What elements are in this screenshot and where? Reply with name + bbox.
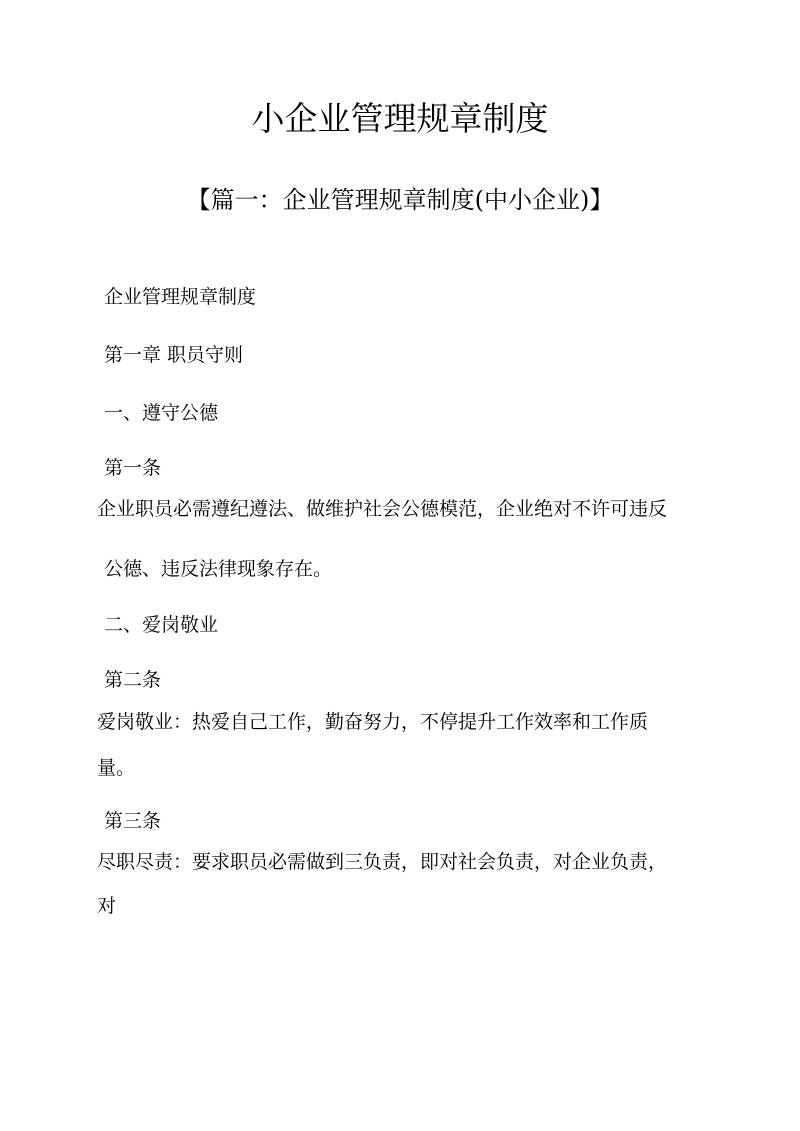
paragraph-line: 公德、违反法律现象存在。 — [104, 558, 333, 580]
section-heading-2: 二、爱岗敬业 — [104, 614, 219, 636]
article-heading-3: 第三条 — [104, 810, 162, 832]
section-heading-1: 一、遵守公德 — [104, 402, 219, 424]
section-heading: 【篇一：企业管理规章制度(中小企业)】 — [186, 186, 614, 214]
paragraph-line: 量。 — [97, 757, 136, 779]
paragraph-line: 爱岗敬业：热爱自己工作，勤奋努力，不停提升工作效率和工作质 — [97, 711, 649, 733]
paragraph-line: 尽职尽责：要求职员必需做到三负责，即对社会负责，对企业负责， — [97, 851, 668, 873]
article-heading-2: 第二条 — [104, 669, 162, 691]
article-heading-1: 第一条 — [104, 457, 162, 479]
paragraph-line: 对 — [97, 895, 117, 917]
doc-heading: 企业管理规章制度 — [104, 286, 257, 308]
paragraph-line: 企业职员必需遵纪遵法、做维护社会公德模范，企业绝对不许可违反 — [97, 498, 668, 520]
document-title: 小企业管理规章制度 — [251, 99, 549, 138]
chapter-heading: 第一章 职员守则 — [104, 344, 244, 366]
